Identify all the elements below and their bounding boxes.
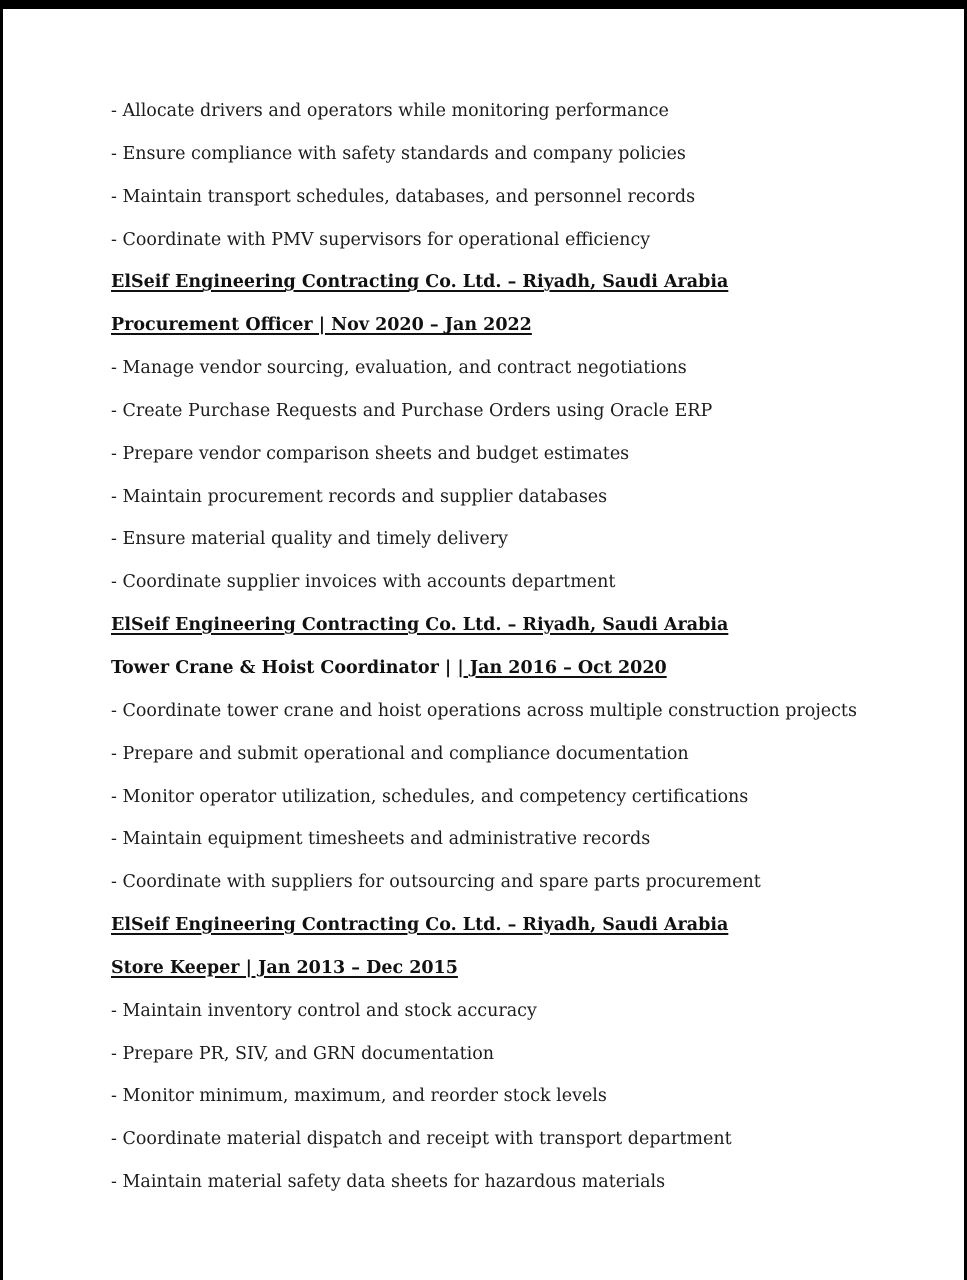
job-title: Store Keeper | Jan 2013 – Dec 2015 <box>111 957 458 978</box>
job-title-heading <box>111 954 911 997</box>
bullet-item: - Maintain material safety data sheets for hazardous materials <box>111 1172 666 1193</box>
job-title-heading <box>111 311 911 354</box>
bullet-item: - Prepare and submit operational and compliance documentation <box>111 743 689 764</box>
bullet-item: - Maintain transport schedules, databases, and personnel records <box>111 186 696 207</box>
bullet-item: - Coordinate with suppliers for outsourcing and spare parts procurement <box>111 872 761 893</box>
bullet-item: - Coordinate material dispatch and receipt with transport department <box>111 1129 732 1150</box>
bullet-item: - Ensure compliance with safety standards and company policies <box>111 143 686 164</box>
bullet-item: - Monitor minimum, maximum, and reorder stock levels <box>111 1086 607 1107</box>
bullet-item: - Prepare vendor comparison sheets and budget estimates <box>111 443 630 464</box>
company-heading <box>111 611 911 654</box>
bullet-item: - Maintain equipment timesheets and administrative records <box>111 829 651 850</box>
job-title-role: Tower Crane & Hoist Coordinator | <box>111 657 458 678</box>
bullet-item: - Manage vendor sourcing, evaluation, and contract negotiations <box>111 358 687 379</box>
company-name: ElSeif Engineering Contracting Co. Ltd. – Riyadh, Saudi Arabia <box>111 615 729 636</box>
bullet-item: - Coordinate with PMV supervisors for operational efficiency <box>111 229 651 250</box>
company-heading <box>111 911 911 954</box>
company-name: ElSeif Engineering Contracting Co. Ltd. – Riyadh, Saudi Arabia <box>111 915 729 936</box>
bullet-item: - Maintain procurement records and supplier databases <box>111 486 608 507</box>
bullet-item: - Coordinate supplier invoices with accounts department <box>111 572 616 593</box>
job-title: Procurement Officer | Nov 2020 – Jan 2022 <box>111 315 532 336</box>
bullet-item: - Allocate drivers and operators while monitoring performance <box>111 101 669 121</box>
document-body <box>111 97 911 1211</box>
bullet-item: - Ensure material quality and timely delivery <box>111 529 508 550</box>
bullet-item: - Maintain inventory control and stock accuracy <box>111 1000 537 1021</box>
bullet-item: - Prepare PR, SIV, and GRN documentation <box>111 1043 495 1064</box>
job-title-dates: | Jan 2016 – Oct 2020 <box>457 657 667 678</box>
bullet-item: - Coordinate tower crane and hoist operations across multiple construction projects <box>111 700 857 721</box>
bullet-item: - Create Purchase Requests and Purchase Orders using Oracle ERP <box>111 400 713 421</box>
bullet-item: - Monitor operator utilization, schedules, and competency certifications <box>111 786 749 807</box>
job-title-heading <box>111 654 911 697</box>
company-name: ElSeif Engineering Contracting Co. Ltd. – Riyadh, Saudi Arabia <box>111 272 729 293</box>
company-heading <box>111 268 911 311</box>
